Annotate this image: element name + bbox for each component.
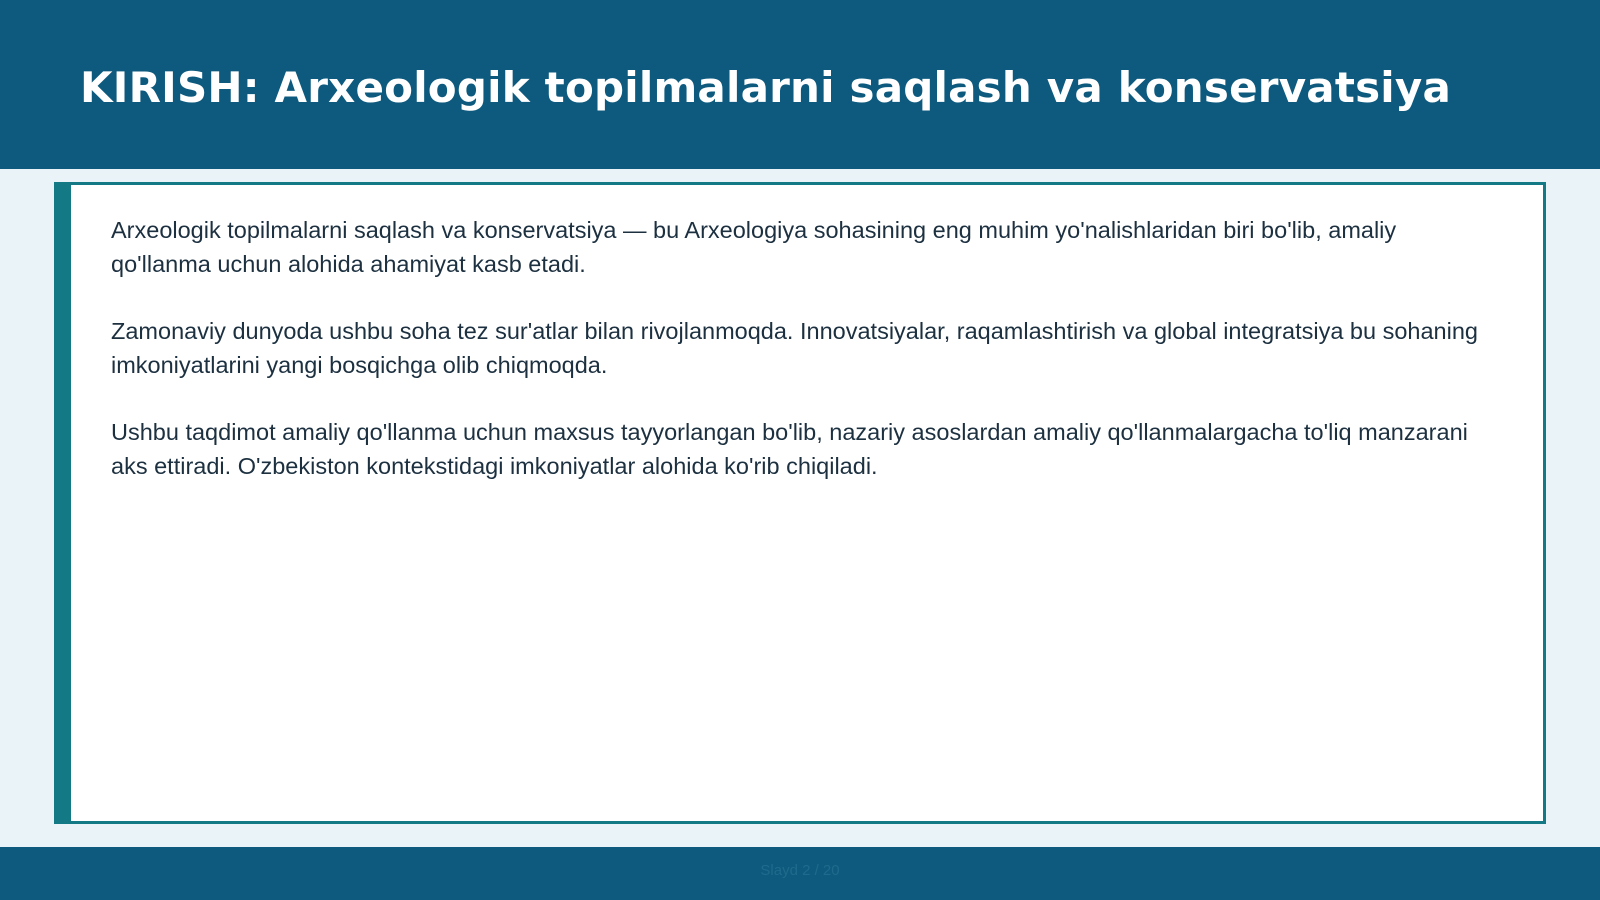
slide-footer	[0, 847, 1600, 900]
slide-header	[0, 0, 1600, 169]
slide-title: KIRISH: Arxeologik topilmalarni saqlash va konservatsiya	[80, 63, 1452, 112]
paragraph-presentation-purpose: Ushbu taqdimot amaliy qo'llanma uchun maxsus tayyorlangan bo'lib, nazariy asoslardan amaliy qo'llanmalargacha to'liq manzarani aks ettiradi. O'zbekiston kontekstidagi imkoniyatlar alohida ko'rib chiqiladi.	[111, 419, 1468, 479]
content-body	[111, 213, 1501, 516]
slide-number: Slayd 2 / 20	[760, 862, 840, 879]
content-card	[54, 182, 1546, 824]
paragraph-intro: Arxeologik topilmalarni saqlash va konservatsiya — bu Arxeologiya sohasining eng muhim yo'nalishlaridan biri bo'lib, amaliy qo'llanma uchun alohida ahamiyat kasb etadi.	[111, 217, 1397, 277]
paragraph-modern-world: Zamonaviy dunyoda ushbu soha tez sur'atlar bilan rivojlanmoqda. Innovatsiyalar, raqamlashtirish va global integratsiya bu sohaning imkoniyatlarini yangi bosqichga olib chiqmoqda.	[111, 318, 1478, 378]
